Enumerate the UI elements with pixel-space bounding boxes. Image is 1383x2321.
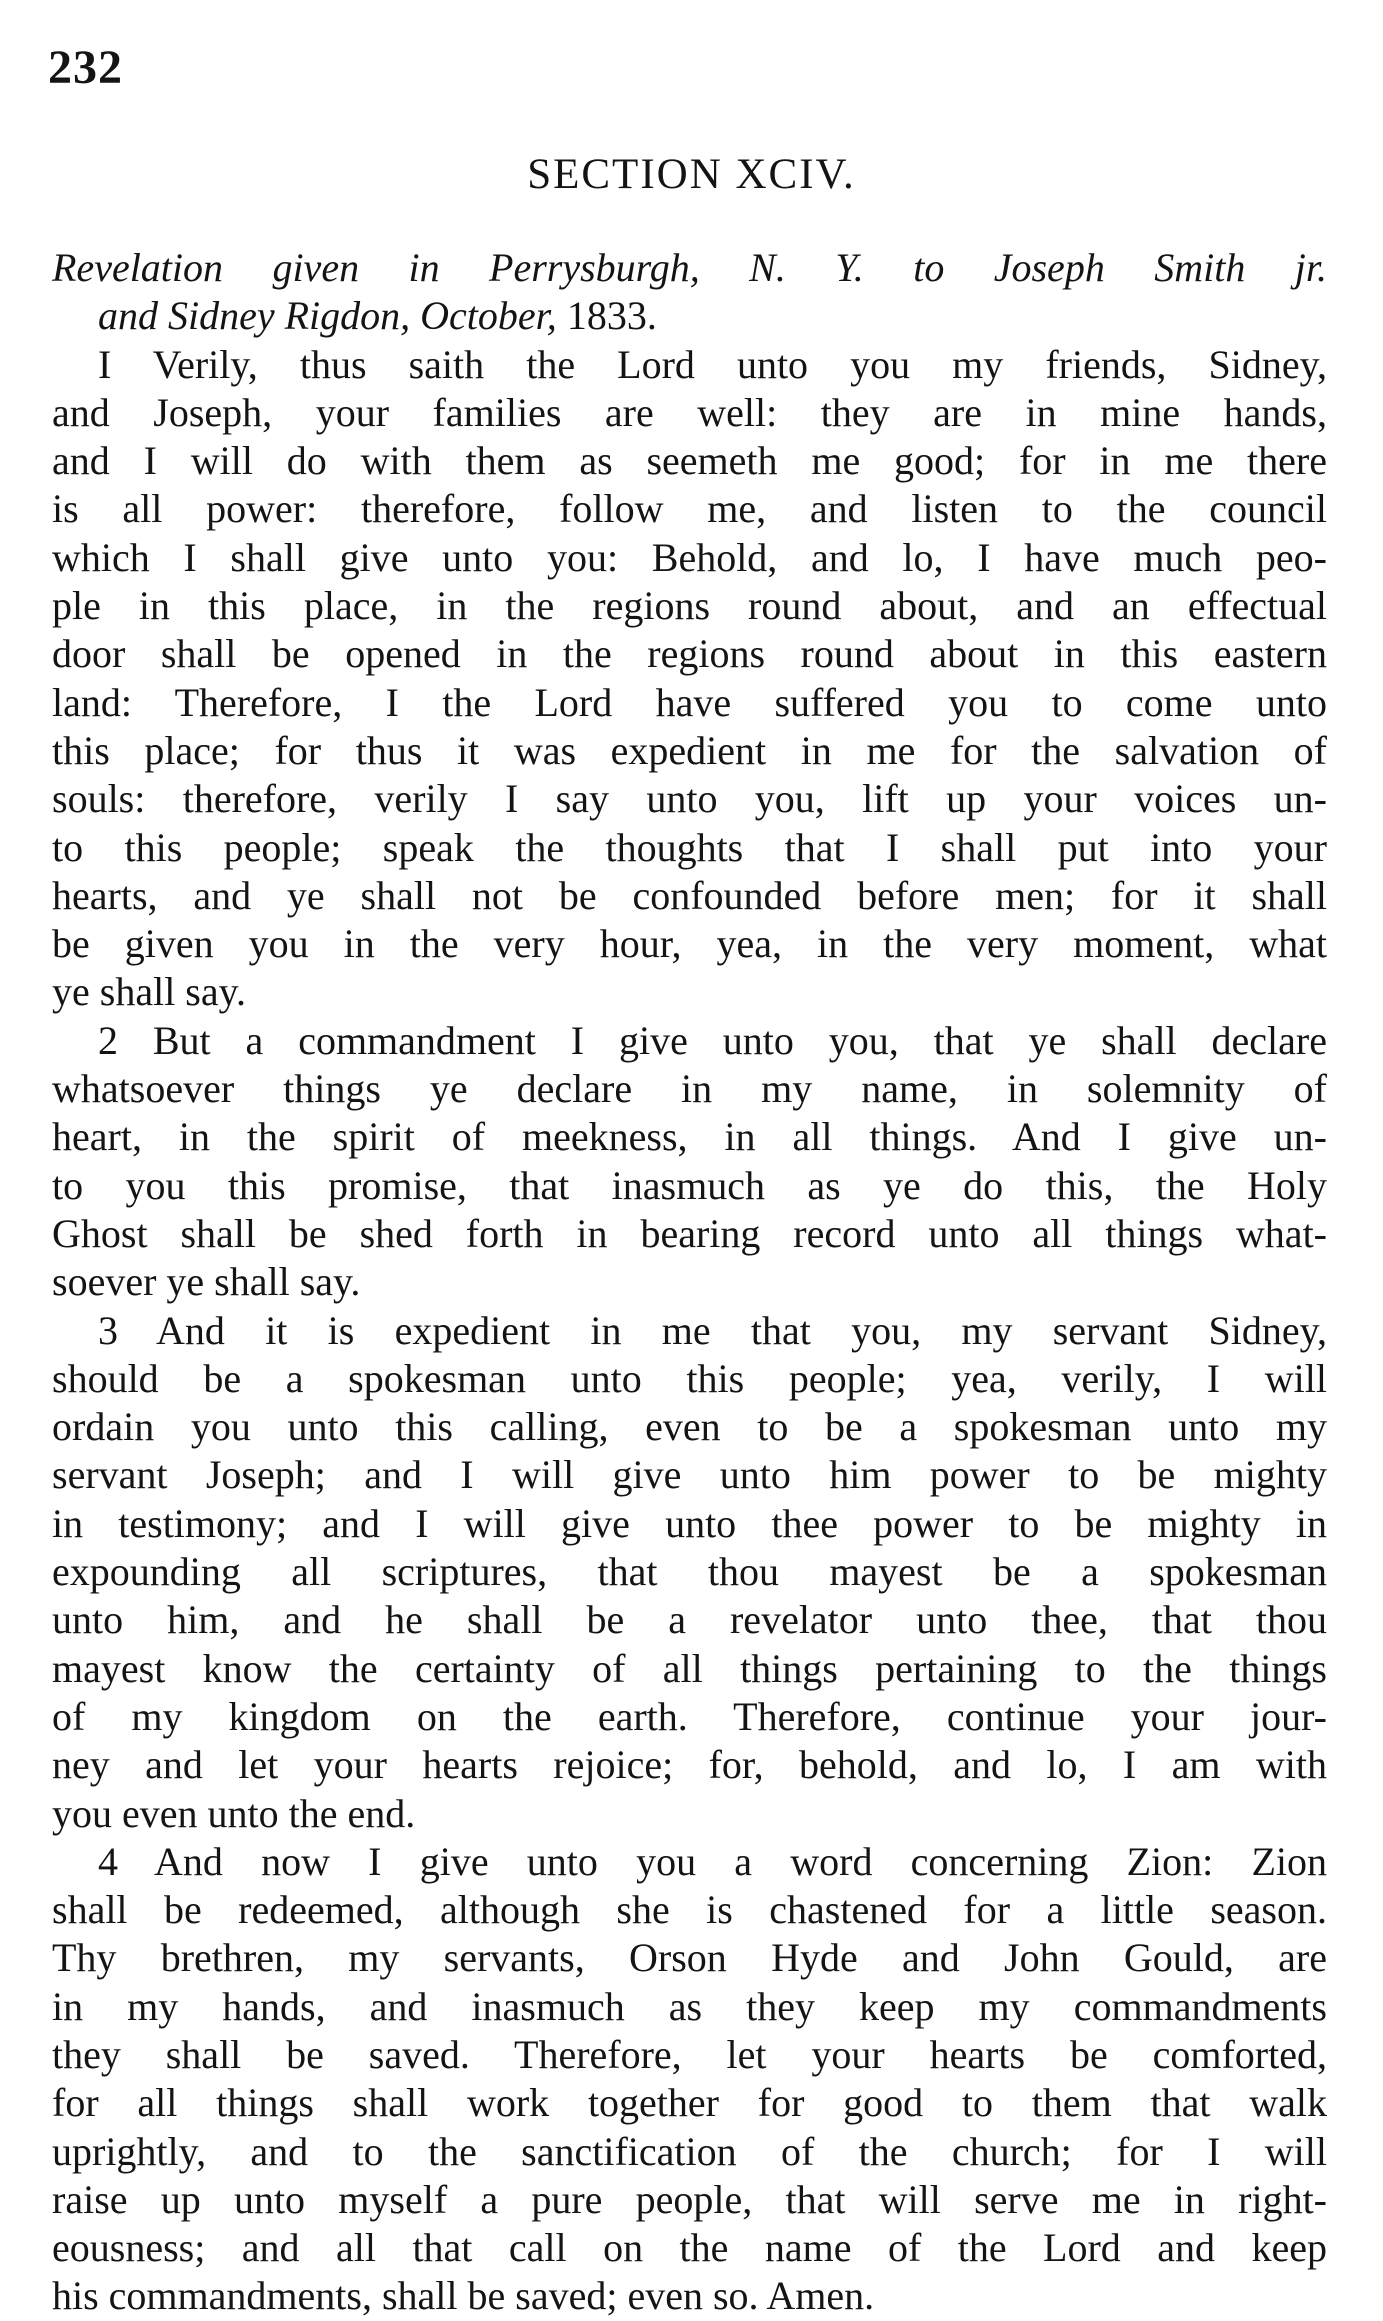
text-line: Thy brethren, my servants, Orson Hyde and John Gould, are: [52, 1935, 1327, 1981]
text-line: raise up unto myself a pure people, that will serve me in right-: [52, 2176, 1327, 2222]
text-line: I Verily, thus saith the Lord unto you my friends, Sidney,: [98, 341, 1327, 387]
text-line: and Joseph, your families are well: they are in mine hands,: [52, 389, 1327, 435]
header-line-2: [52, 292, 1327, 340]
text-line: ye shall say.: [52, 969, 247, 1015]
text-line: for all things shall work together for good to them that walk: [52, 2080, 1327, 2126]
header-line-1: Revelation given in Perrysburgh, N. Y. to Joseph Smith jr.: [52, 245, 1327, 290]
text-line: hearts, and ye shall not be confounded before men; for it shall: [52, 872, 1327, 918]
text-line: soever ye shall say.: [52, 1259, 361, 1305]
text-line: to you this promise, that inasmuch as ye do this, the Holy: [52, 1162, 1327, 1208]
text-line: heart, in the spirit of meekness, in all things. And I give un-: [52, 1114, 1327, 1160]
text-line: 3 And it is expedient in me that you, my servant Sidney,: [98, 1307, 1327, 1353]
text-line: eousness; and all that call on the name of the Lord and keep: [52, 2225, 1327, 2271]
text-line: which I shall give unto you: Behold, and lo, I have much peo-: [52, 534, 1327, 580]
header-names-date: and Sidney Rigdon, October,: [98, 293, 557, 339]
text-line: souls: therefore, verily I say unto you, lift up your voices un-: [52, 776, 1327, 822]
text-line: is all power: therefore, follow me, and listen to the council: [52, 486, 1327, 532]
text-line: mayest know the certainty of all things pertaining to the things: [52, 1645, 1327, 1691]
text-line: unto him, and he shall be a revelator unto thee, that thou: [52, 1597, 1327, 1643]
text-line: his commandments, shall be saved; even so. Amen.: [52, 2273, 875, 2319]
header-year: 1833.: [556, 293, 657, 339]
text-line: servant Joseph; and I will give unto him power to be mighty: [52, 1452, 1327, 1498]
text-line: uprightly, and to the sanctification of the church; for I will: [52, 2128, 1327, 2174]
text-line: shall be redeemed, although she is chastened for a little season.: [52, 1887, 1327, 1933]
text-line: 2 But a commandment I give unto you, that ye shall declare: [98, 1017, 1327, 1063]
text-line: in testimony; and I will give unto thee power to be mighty in: [52, 1500, 1327, 1546]
text-line: ordain you unto this calling, even to be a spokesman unto my: [52, 1404, 1327, 1450]
text-line: this place; for thus it was expedient in me for the salvation of: [52, 727, 1327, 773]
text-line: land: Therefore, I the Lord have suffered you to come unto: [52, 679, 1327, 725]
text-line: be given you in the very hour, yea, in the very moment, what: [52, 921, 1327, 967]
text-line: 4 And now I give unto you a word concerning Zion: Zion: [98, 1838, 1327, 1884]
text-line: ple in this place, in the regions round about, and an effectual: [52, 583, 1327, 629]
text-line: they shall be saved. Therefore, let your hearts be comforted,: [52, 2031, 1327, 2077]
text-line: and I will do with them as seemeth me good; for in me there: [52, 438, 1327, 484]
page-number: 232: [48, 41, 123, 94]
section-body: [52, 244, 1327, 2321]
text-line: ney and let your hearts rejoice; for, behold, and lo, I am with: [52, 1742, 1327, 1788]
text-line: you even unto the end.: [52, 1790, 416, 1836]
section-title: SECTION XCIV.: [527, 151, 856, 198]
text-line: to this people; speak the thoughts that I shall put into your: [52, 824, 1327, 870]
text-line: whatsoever things ye declare in my name, in solemnity of: [52, 1066, 1327, 1112]
text-line: door shall be opened in the regions round about in this eastern: [52, 631, 1327, 677]
text-line: expounding all scriptures, that thou mayest be a spokesman: [52, 1549, 1327, 1595]
text-line: should be a spokesman unto this people; yea, verily, I will: [52, 1355, 1327, 1401]
text-line: of my kingdom on the earth. Therefore, continue your jour-: [52, 1693, 1327, 1739]
text-line: in my hands, and inasmuch as they keep my commandments: [52, 1983, 1327, 2029]
text-line: Ghost shall be shed forth in bearing record unto all things what-: [52, 1210, 1327, 1256]
